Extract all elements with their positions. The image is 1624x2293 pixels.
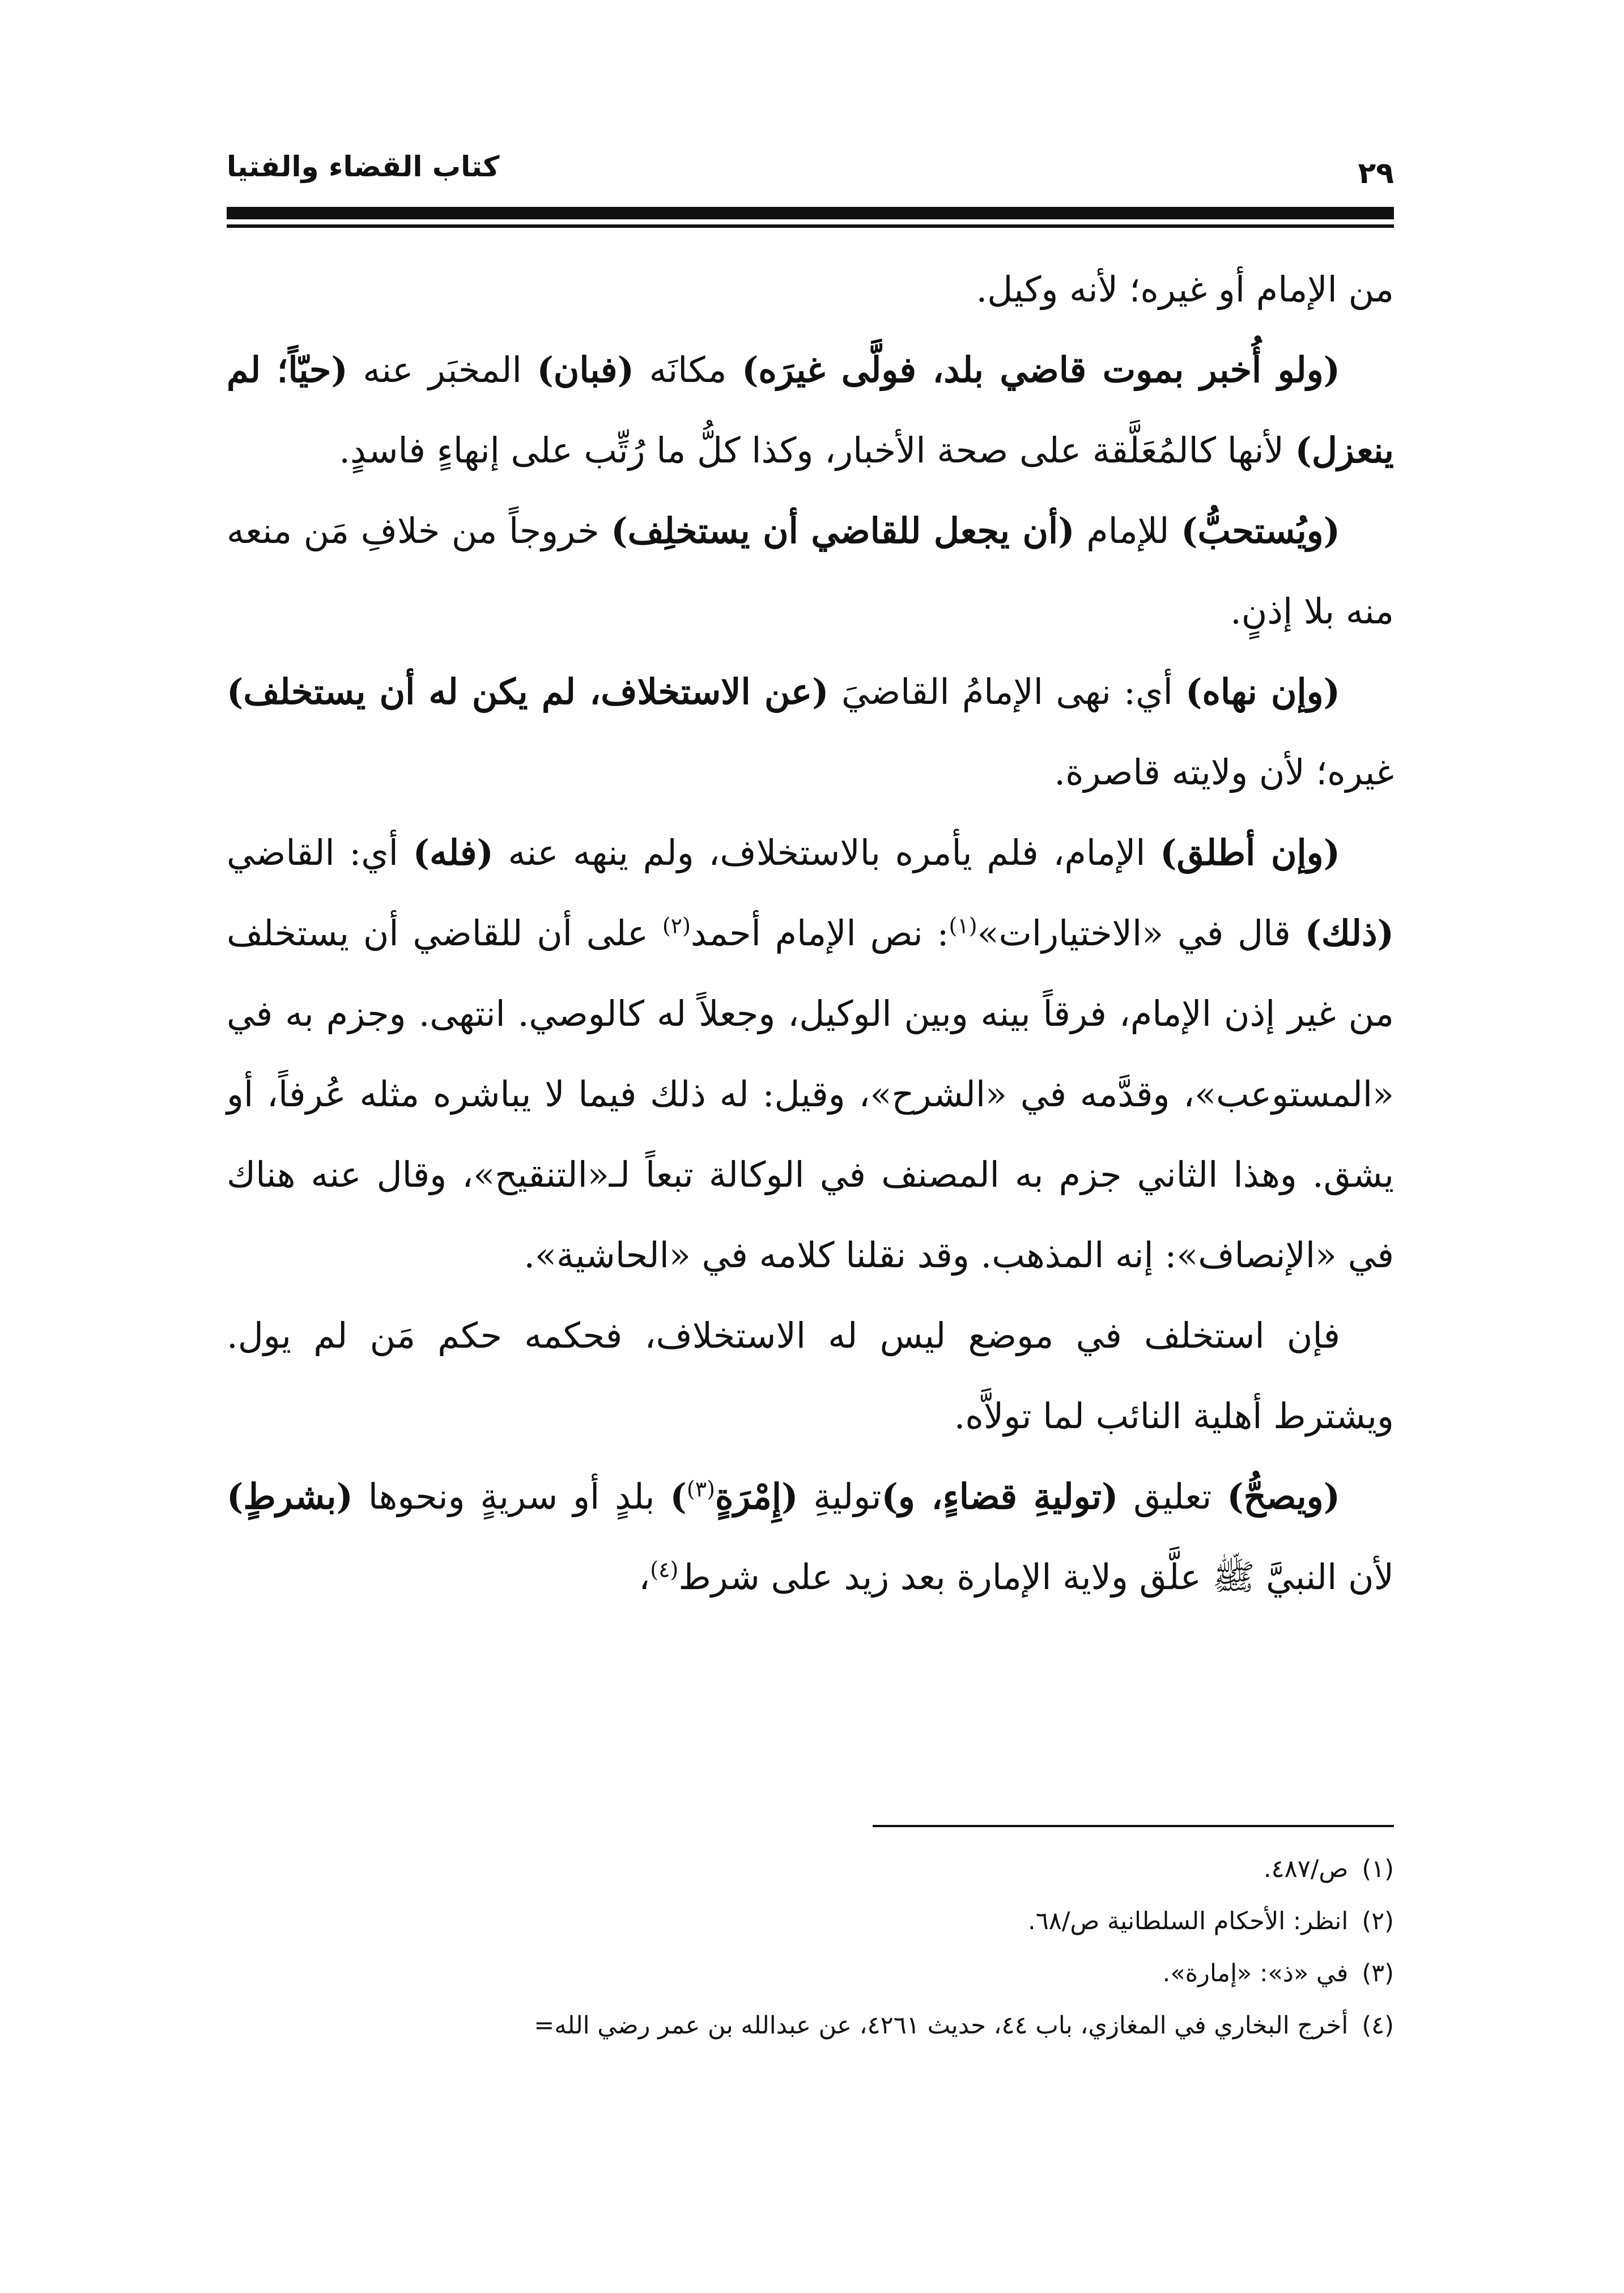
text: لأنها كالمُعَلَّقة على صحة الأخبار، وكذا كلُّ ما رُتِّب على إنهاءٍ فاسدٍ. (339, 430, 1295, 471)
text: خروجاً من خلافِ مَن منعه منه بلا إذنٍ. (227, 510, 1394, 632)
text: فإن استخلف في موضع ليس له الاستخلاف، فحكمه حكم مَن لم يول. ويشترط أهلية النائب لما تولاَّه. (227, 1315, 1394, 1437)
matn-text: ) (670, 1476, 687, 1517)
footnote-2 (227, 1895, 1394, 1947)
text: المخبَر عنه (347, 349, 537, 390)
text: مكانَه (634, 349, 742, 390)
matn-text: (حيّاً؛ لم ينعزل) (227, 349, 1394, 471)
matn-text: (وإن نهاه) (1185, 671, 1340, 712)
text: لأن النبيَّ ﷺ علَّق ولاية الإمارة بعد زيد على شرط (678, 1556, 1394, 1598)
footnote-1 (227, 1843, 1394, 1895)
footnote-text: انظر: الأحكام السلطانية ص/٦٨. (1028, 1907, 1349, 1935)
page-number: ٢٩ (1358, 156, 1394, 190)
text: : نص الإمام أحمد (690, 912, 949, 954)
footnote-number: (٤) (1362, 2011, 1394, 2040)
text: من الإمام أو غيره؛ لأنه وكيل. (976, 269, 1394, 310)
paragraph-5 (227, 813, 1394, 1296)
matn-text: (بشرطٍ) (227, 1476, 353, 1517)
text: بلدٍ أو سريةٍ ونحوها (352, 1476, 670, 1517)
matn-text: (ذلك) (1304, 912, 1394, 954)
footnote-4 (227, 1999, 1394, 2052)
text: تعليق (1118, 1476, 1227, 1517)
matn-text: (ويُستحبُّ) (1181, 510, 1340, 551)
footnote-text: ص/٤٨٧. (1263, 1855, 1349, 1883)
paragraph-6 (227, 1296, 1394, 1457)
header-title: كتاب القضاء والفتيا (227, 150, 500, 183)
paragraph-2 (227, 330, 1394, 491)
footnote-text: أخرج البخاري في المغازي، باب ٤٤، حديث ٤٢٦١، عن عبدالله بن عمر رضي الله= (534, 2011, 1349, 2040)
matn-text: (فله) (413, 832, 494, 873)
text: الإمام، فلم يأمره بالاستخلاف، ولم ينهه عنه (493, 832, 1160, 873)
footnote-marker: (٤) (650, 1557, 679, 1582)
footnote-text: في «ذ»: «إمارة». (1162, 1959, 1349, 1988)
paragraph-4 (227, 652, 1394, 813)
matn-text: (فبان) (537, 349, 634, 390)
matn-text: (إِمْرَةٍ (715, 1476, 798, 1517)
matn-text: (ولو أُخبر بموت قاضي بلد، فولَّى غيرَه) (742, 349, 1340, 390)
text: على أن للقاضي أن يستخلف من غير إذن الإمام، فرقاً بينه وبين الوكيل، وجعلاً له كالوصي. انتهى. وجزم به في «المستوعب»، وقدَّمه في «الشرح»، وقيل: له ذلك فيما لا يباشره مثله عُرفاً، أو يشق. وهذا الثاني جزم به المصنف في الوكالة تبعاً لـ«التنقيح»، وقال عنه هناك في «الإنصاف»: إنه المذهب. وقد نقلنا كلامه في «الحاشية». (227, 912, 1394, 1276)
paragraph-3 (227, 491, 1394, 652)
text: غيره؛ لأن ولايته قاصرة. (1054, 751, 1394, 793)
footnote-marker: (١) (949, 913, 977, 939)
header-rule-thin (227, 224, 1394, 228)
text: أي: القاضي (227, 832, 413, 873)
matn-text: (توليةِ قضاءٍ، و) (881, 1476, 1119, 1517)
footnote-3 (227, 1947, 1394, 1999)
text: ، (639, 1556, 651, 1598)
running-header (227, 146, 1394, 192)
text: قال في «الاختيارات» (977, 912, 1305, 954)
main-text (227, 249, 1394, 1617)
matn-text: (عن الاستخلاف، لم يكن له أن يستخلف) (227, 671, 829, 712)
footnote-marker: (٣) (686, 1476, 715, 1502)
footnote-number: (١) (1362, 1855, 1394, 1883)
paragraph-7 (227, 1457, 1394, 1617)
header-rule-thick (227, 207, 1394, 219)
matn-text: (وإن أطلق) (1160, 832, 1340, 873)
footnote-separator (873, 1825, 1394, 1827)
matn-text: (أن يجعل للقاضي أن يستخلِف) (611, 510, 1075, 551)
text: أي: نهى الإمامُ القاضيَ (828, 671, 1186, 712)
footnote-marker: (٢) (662, 913, 691, 939)
text: توليةِ (798, 1476, 882, 1517)
footnotes (227, 1843, 1394, 2052)
footnote-number: (٢) (1362, 1907, 1394, 1935)
matn-text: (ويصحُّ) (1227, 1476, 1340, 1517)
footnote-number: (٣) (1362, 1959, 1394, 1988)
text: للإمام (1074, 510, 1181, 551)
paragraph-1 (227, 249, 1394, 330)
